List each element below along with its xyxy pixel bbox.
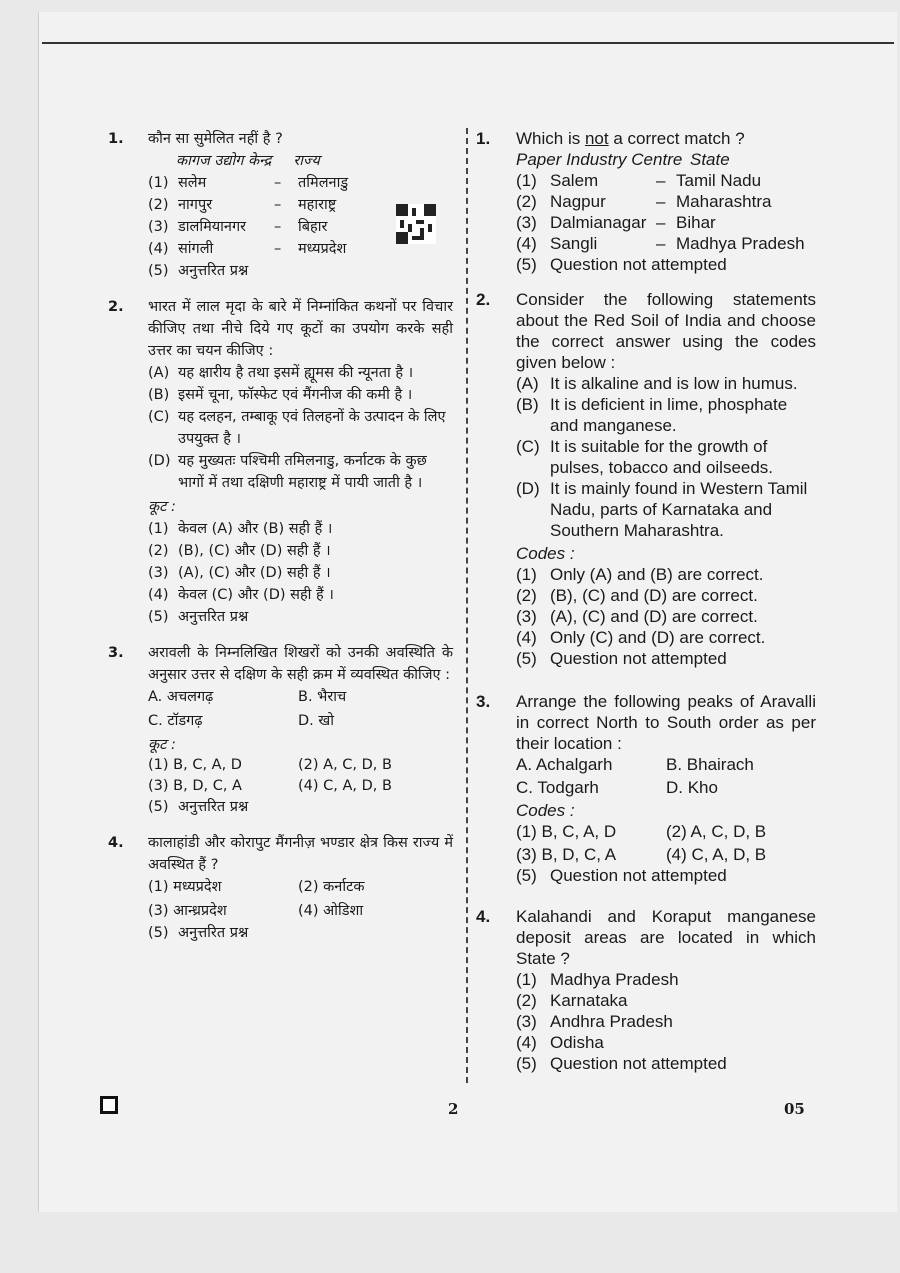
option-key: (3) — [516, 1012, 537, 1031]
option-text: (B), (C) और (D) सही हैं । — [178, 543, 331, 559]
option-text: Andhra Pradesh — [550, 1012, 673, 1031]
match-option[interactable] — [516, 233, 816, 254]
question-3-hindi — [108, 642, 453, 818]
dash: – — [656, 192, 666, 211]
match-option[interactable] — [148, 194, 453, 216]
dash: – — [274, 241, 282, 257]
answer-option[interactable] — [516, 1032, 816, 1053]
dash: – — [656, 171, 666, 190]
peak-item: B. Bhairach — [666, 755, 754, 774]
match-option[interactable] — [516, 212, 816, 233]
statement — [516, 394, 816, 436]
option-key: (2) — [516, 586, 537, 605]
question-number: 1. — [108, 131, 124, 147]
answer-option[interactable]: (4) ओडिशा — [298, 903, 364, 919]
match-header — [176, 150, 453, 172]
answer-option[interactable] — [148, 562, 453, 584]
statement-key: (A) — [516, 374, 539, 393]
question-number: 4. — [108, 835, 124, 851]
question-number: 2. — [108, 299, 124, 315]
statement-text: It is mainly found in Western Tamil Nadu, parts of Karnataka and Southern Maharashtra. — [550, 479, 808, 540]
answer-option[interactable]: (2) A, C, D, B — [298, 757, 392, 773]
statement-text: It is alkaline and is low in humus. — [550, 374, 798, 393]
question-text: Consider the following statements about the Red Soil of India and choose the correct answer using the codes given below : — [516, 290, 816, 372]
answer-option[interactable]: (1) B, C, A, D — [516, 822, 617, 841]
question-number: 3. — [108, 645, 124, 661]
answer-option[interactable] — [148, 518, 453, 540]
option-key: (2) — [148, 197, 169, 213]
question-number: 2. — [476, 290, 491, 309]
statement — [516, 373, 816, 394]
codes-label: कूट : — [148, 737, 176, 753]
answer-option[interactable] — [516, 990, 816, 1011]
option-left: Sangli — [550, 234, 598, 253]
option-key: (2) — [516, 192, 537, 211]
header-right: State — [690, 150, 730, 169]
question-text — [516, 128, 816, 149]
option-right: Tamil Nadu — [676, 171, 762, 190]
question-3-english — [476, 691, 816, 886]
option-text: Only (C) and (D) are correct. — [550, 628, 766, 647]
option-text: केवल (C) और (D) सही हैं । — [178, 587, 334, 603]
answer-option[interactable]: (3) आन्ध्रप्रदेश — [148, 903, 227, 919]
answer-option[interactable]: (2) कर्नाटक — [298, 879, 365, 895]
question-text-end: a correct match ? — [608, 129, 745, 148]
answer-option[interactable] — [516, 1011, 816, 1032]
answer-grid — [148, 876, 453, 922]
peak-item: D. Kho — [666, 778, 718, 797]
statement-key: (B) — [148, 387, 170, 403]
answer-option[interactable]: (3) B, D, C, A — [148, 778, 242, 794]
statement-key: (B) — [516, 395, 539, 414]
dash: – — [274, 219, 282, 235]
option-text: Odisha — [550, 1033, 604, 1052]
question-text: कालाहांडी और कोरापुट मैंगनीज़ भण्डार क्षेत्र किस राज्य में अवस्थित हैं ? — [148, 835, 453, 873]
option-left: सांगली — [178, 241, 214, 257]
question-text: Arrange the following peaks of Aravalli in correct North to South order as per their location : — [516, 692, 816, 753]
question-4-hindi — [108, 832, 453, 944]
answer-option[interactable] — [516, 564, 816, 585]
option-text: Question not attempted — [550, 255, 727, 274]
option-key: (1) — [516, 171, 537, 190]
question-text: Kalahandi and Koraput manganese deposit areas are located in which State ? — [516, 907, 816, 968]
option-key: (5) — [516, 255, 537, 274]
option-text: Karnataka — [550, 991, 628, 1010]
option-key: (4) — [516, 234, 537, 253]
column-divider — [466, 128, 468, 1083]
statement-text: यह मुख्यतः पश्चिमी तमिलनाडु, कर्नाटक के कुछ भागों में तथा दक्षिणी महाराष्ट्र में पायी जाती है । — [178, 453, 427, 491]
top-rule — [42, 42, 894, 44]
answer-option[interactable]: (2) A, C, D, B — [666, 822, 767, 841]
question-text-emphasis: not — [584, 129, 609, 148]
option-text: Question not attempted — [550, 866, 727, 885]
statement — [516, 436, 816, 478]
answer-option[interactable] — [516, 969, 816, 990]
question-text: भारत में लाल मृदा के बारे में निम्नांकित कथनों पर विचार कीजिए तथा नीचे दिये गए कूटों का उपयोग करके सही उत्तर का चयन कीजिए : — [148, 299, 453, 359]
answer-option[interactable] — [516, 606, 816, 627]
match-option[interactable] — [516, 191, 816, 212]
option-right: महाराष्ट्र — [298, 197, 337, 213]
answer-option[interactable] — [148, 606, 453, 628]
header-right: राज्य — [293, 153, 320, 169]
peak-item: B. भैराच — [298, 689, 347, 705]
statement-key: (D) — [148, 453, 171, 469]
question-2-hindi — [108, 296, 453, 628]
codes-label: Codes : — [516, 544, 575, 563]
answer-option[interactable] — [516, 1053, 816, 1074]
answer-grid — [516, 821, 816, 865]
answer-option[interactable] — [148, 540, 453, 562]
question-number: 3. — [476, 692, 491, 711]
statement-text: It is suitable for the growth of pulses, tobacco and oilseeds. — [550, 437, 774, 477]
match-option[interactable] — [148, 238, 453, 260]
statement — [148, 384, 453, 406]
question-text-start: Which is — [516, 129, 585, 148]
option-key: (3) — [148, 219, 169, 235]
option-left: Salem — [550, 171, 599, 190]
header-left: Paper Industry Centre — [516, 150, 683, 169]
answer-grid — [148, 756, 453, 796]
answer-option[interactable]: (3) B, D, C, A — [516, 845, 617, 864]
option-right: बिहार — [298, 219, 328, 235]
option-left: सलेम — [178, 175, 207, 191]
option-text: (A), (C) and (D) are correct. — [550, 607, 758, 626]
option-text: अनुत्तरित प्रश्न — [178, 925, 249, 941]
answer-option[interactable] — [516, 627, 816, 648]
option-text: केवल (A) और (B) सही हैं । — [178, 521, 333, 537]
option-key: (5) — [148, 925, 169, 941]
question-4-english — [476, 906, 816, 1074]
statement — [148, 362, 453, 384]
option-key: (3) — [148, 565, 169, 581]
option-text: (B), (C) and (D) are correct. — [550, 586, 758, 605]
option-left: नागपुर — [178, 197, 213, 213]
question-1-hindi — [108, 128, 453, 282]
answer-option[interactable]: (1) मध्यप्रदेश — [148, 879, 222, 895]
option-not-attempted[interactable] — [516, 254, 816, 275]
statement-text: इसमें चूना, फॉस्फेट एवं मैंगनीज की कमी है । — [178, 387, 413, 403]
match-option[interactable] — [148, 172, 453, 194]
option-key: (4) — [148, 241, 169, 257]
answer-option[interactable] — [516, 585, 816, 606]
header-left: कागज उद्योग केन्द्र — [176, 153, 272, 169]
statement-text: यह दलहन, तम्बाकू एवं तिलहनों के उत्पादन के लिए उपयुक्त है । — [178, 409, 446, 447]
peak-item: A. Achalgarh — [516, 755, 613, 774]
option-key: (5) — [148, 263, 169, 279]
answer-option[interactable]: (4) C, A, D, B — [666, 845, 767, 864]
peak-item: D. खो — [298, 713, 334, 729]
option-right: Madhya Pradesh — [676, 234, 805, 253]
match-header — [516, 149, 816, 170]
answer-option[interactable] — [516, 648, 816, 669]
option-right: Bihar — [676, 213, 716, 232]
codes-label: Codes : — [516, 801, 575, 820]
option-key: (4) — [148, 587, 169, 603]
option-key: (4) — [516, 1033, 537, 1052]
statement — [516, 478, 816, 541]
option-right: मध्यप्रदेश — [298, 241, 347, 257]
corner-square-icon — [100, 1096, 118, 1114]
question-2-english — [476, 289, 816, 669]
option-key: (5) — [516, 866, 537, 885]
option-text: अनुत्तरित प्रश्न — [178, 609, 249, 625]
dash: – — [274, 175, 282, 191]
hindi-column — [108, 128, 453, 958]
dash: – — [656, 234, 666, 253]
question-1-english — [476, 128, 816, 275]
answer-option[interactable]: (1) B, C, A, D — [148, 757, 242, 773]
peak-item: C. Todgarh — [516, 778, 599, 797]
codes-label: कूट : — [148, 499, 176, 515]
question-text: कौन सा सुमेलित नहीं है ? — [148, 131, 283, 147]
answer-option[interactable]: (4) C, A, D, B — [298, 778, 392, 794]
peaks-list — [148, 686, 453, 732]
option-key: (5) — [516, 649, 537, 668]
answer-option[interactable] — [148, 584, 453, 606]
option-key: (3) — [516, 607, 537, 626]
statement-text: यह क्षारीय है तथा इसमें ह्यूमस की न्यूनता है । — [178, 365, 414, 381]
statement — [148, 450, 453, 494]
peak-item: C. टॉडगढ़ — [148, 713, 203, 729]
option-key: (2) — [516, 991, 537, 1010]
dash: – — [274, 197, 282, 213]
question-number: 4. — [476, 907, 491, 926]
option-key: (5) — [148, 609, 169, 625]
statement-key: (D) — [516, 479, 540, 498]
option-key: (1) — [148, 175, 169, 191]
option-key: (5) — [516, 1054, 537, 1073]
dash: – — [656, 213, 666, 232]
option-not-attempted[interactable] — [148, 922, 453, 944]
option-left: डालमियानगर — [178, 219, 247, 235]
peaks-list — [516, 754, 816, 798]
option-key: (2) — [148, 543, 169, 559]
option-key: (1) — [516, 565, 537, 584]
statement-key: (C) — [148, 409, 170, 425]
peak-item: A. अचलगढ़ — [148, 689, 214, 705]
option-key: (3) — [516, 213, 537, 232]
option-key: (1) — [516, 970, 537, 989]
option-right: Maharashtra — [676, 192, 772, 211]
option-not-attempted[interactable] — [516, 865, 816, 886]
page-number: 2 — [448, 1100, 459, 1118]
option-text: Madhya Pradesh — [550, 970, 679, 989]
paper-code: 05 — [784, 1100, 805, 1118]
option-right: तमिलनाडु — [298, 175, 349, 191]
statement-key: (C) — [516, 437, 540, 456]
option-text: Question not attempted — [550, 1054, 727, 1073]
option-left: Nagpur — [550, 192, 606, 211]
option-not-attempted[interactable] — [148, 796, 453, 818]
statement-key: (A) — [148, 365, 170, 381]
option-key: (1) — [148, 521, 169, 537]
english-column — [476, 128, 816, 1088]
option-not-attempted[interactable] — [148, 260, 453, 282]
option-left: Dalmianagar — [550, 213, 647, 232]
statement-text: It is deficient in lime, phosphate and manganese. — [550, 395, 788, 435]
match-option[interactable] — [148, 216, 453, 238]
option-key: (4) — [516, 628, 537, 647]
option-text: अनुत्तरित प्रश्न — [178, 263, 249, 279]
option-text: अनुत्तरित प्रश्न — [178, 799, 249, 815]
option-text: Only (A) and (B) are correct. — [550, 565, 764, 584]
match-option[interactable] — [516, 170, 816, 191]
question-text: अरावली के निम्नलिखित शिखरों को उनकी अवस्थिति के अनुसार उत्तर से दक्षिण के सही क्रम में व्यवस्थित कीजिए : — [148, 645, 453, 683]
option-key: (5) — [148, 799, 169, 815]
option-text: Question not attempted — [550, 649, 727, 668]
option-text: (A), (C) और (D) सही हैं । — [178, 565, 331, 581]
statement — [148, 406, 453, 450]
question-number: 1. — [476, 129, 491, 148]
